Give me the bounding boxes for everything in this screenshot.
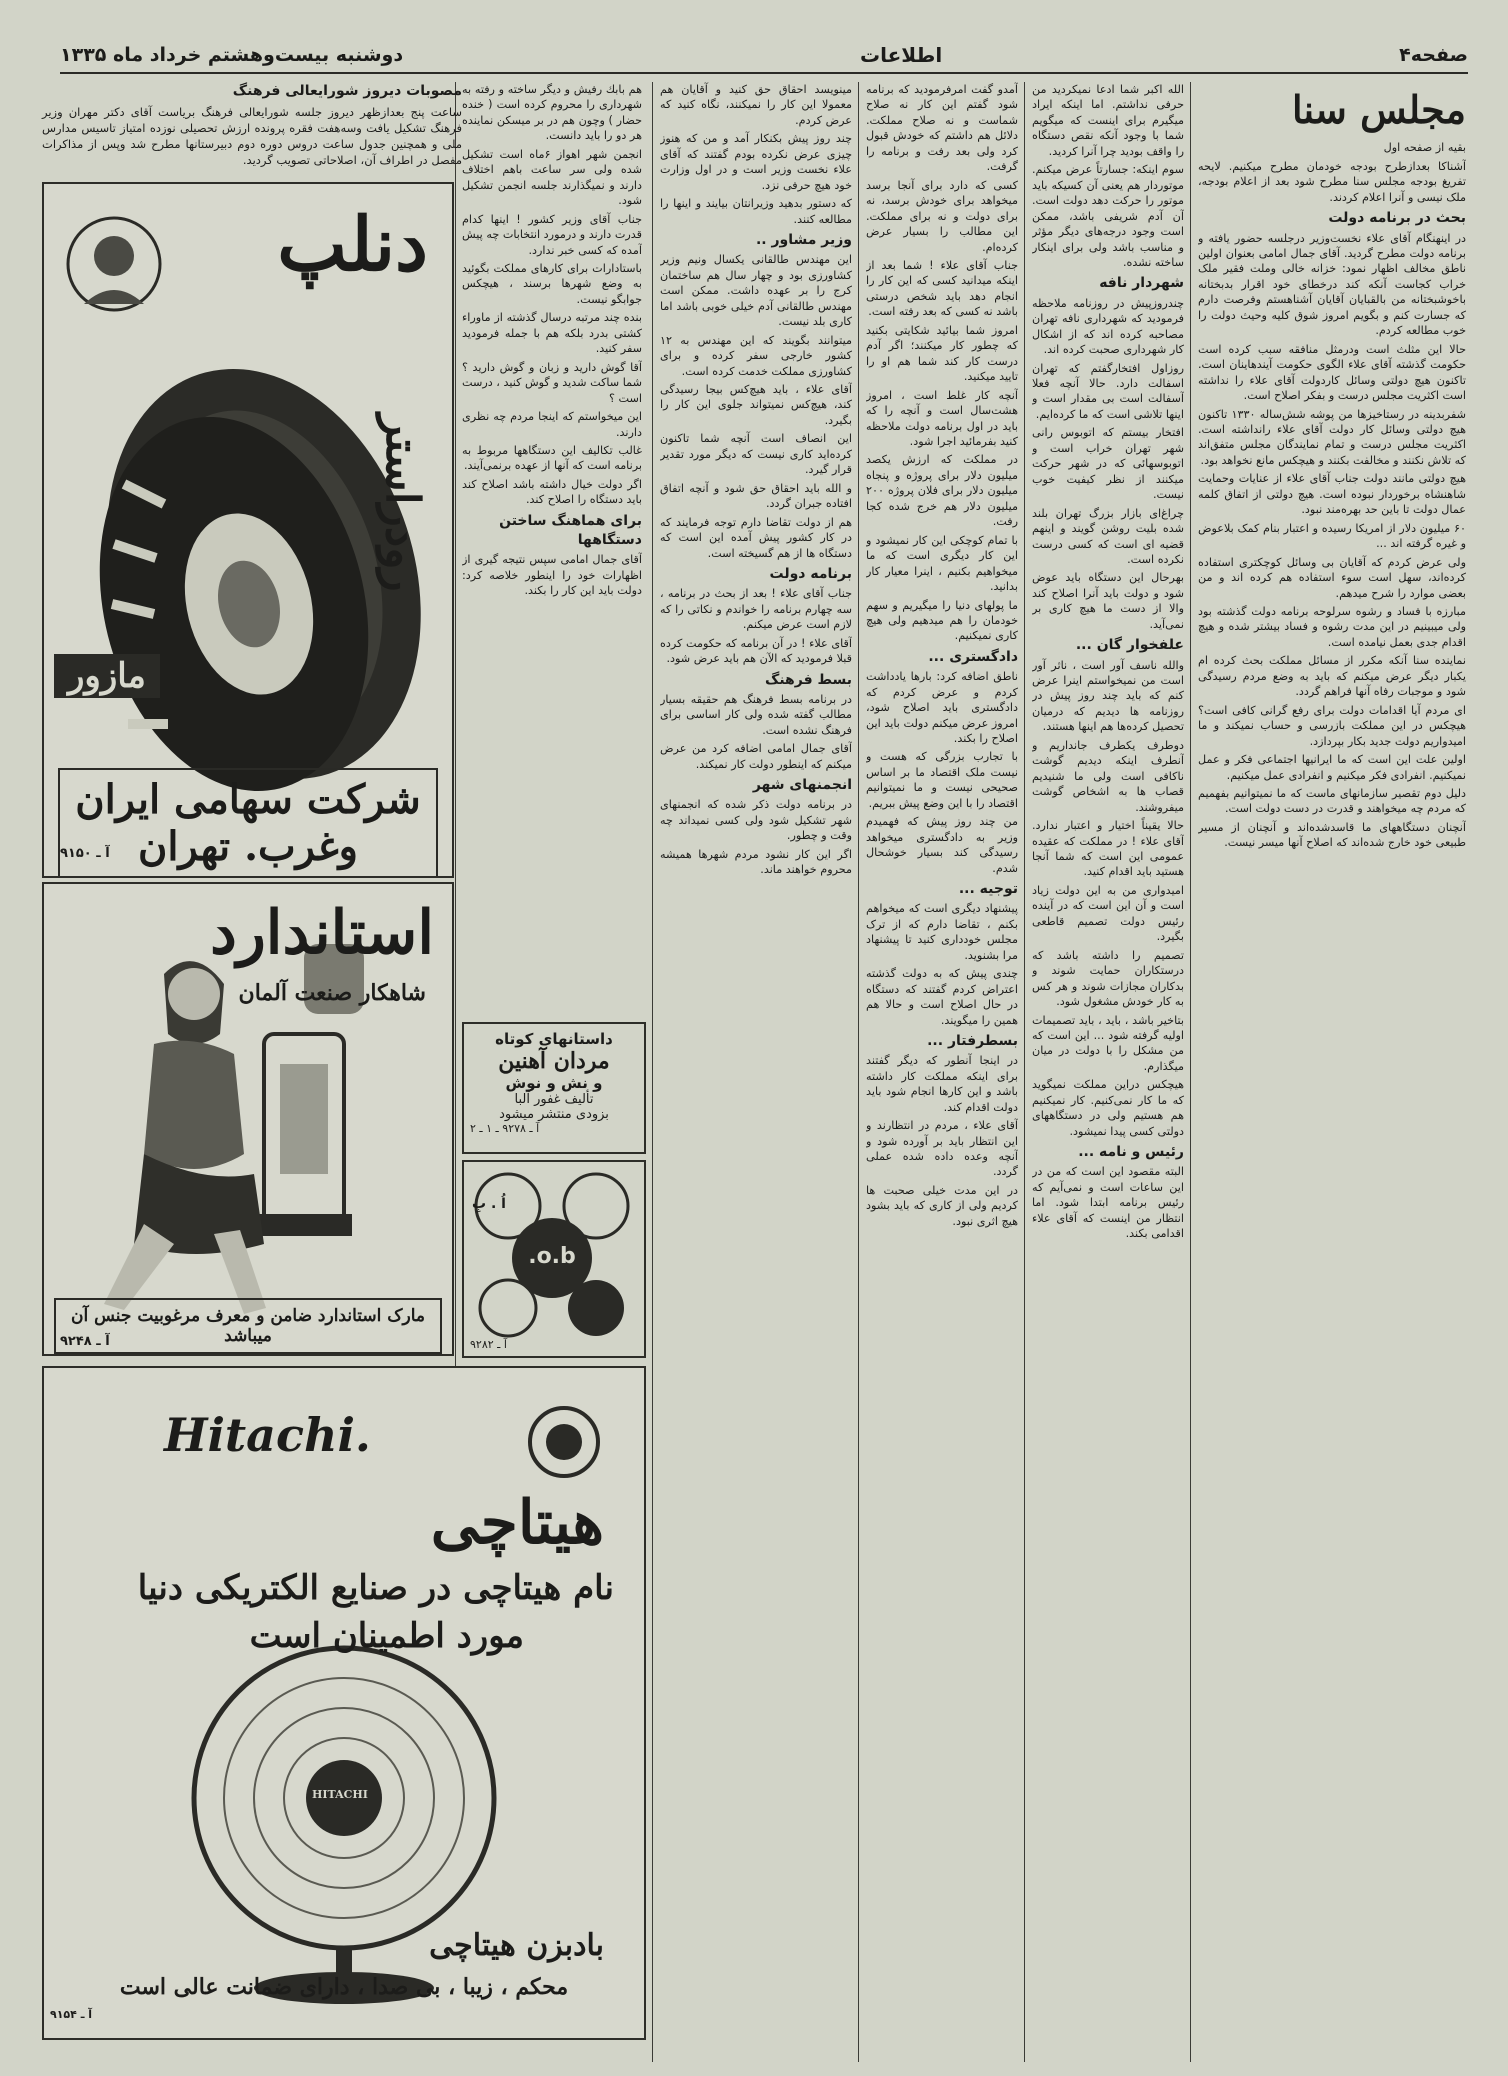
- dunlop-model-rodmaster: رودراستر: [376, 414, 430, 592]
- ad-code: آ ـ ۹۱۵۴: [50, 2008, 93, 2021]
- paragraph: چندروزپیش در روزنامه ملاحظه فرمودید که شهرداری نافه تهران مصاحبه کرده اند که از اشکال کار شهرداری صحبت کرده اند.: [1032, 296, 1184, 357]
- paragraph: جناب آقای وزیر کشور ! اینها کدام قدرت دارند و درمورد انتخابات چه پیش آمده که کسی خبر ندارد.: [462, 212, 642, 257]
- hitachi-bottom2: محکم ، زیبا ، بی صدا ، دارای ضمانت عالی است: [119, 1974, 569, 2000]
- paragraph: اگر این کار نشود مردم شهرها همیشه محروم خواهند ماند.: [660, 847, 852, 877]
- paragraph: دوطرف یکطرف جانداریم و آنطرف اینکه دیدیم گوشت ناکافی است ولی ما شنیدیم قصاب ها به اشخاص گوشت میفروشند.: [1032, 738, 1184, 814]
- dunlop-ad: [42, 182, 454, 878]
- paragraph: که دستور بدهید وزیرانتان بیایند و اینها را مطالعه کنند.: [660, 197, 852, 226]
- subheading: برنامه دولت: [769, 566, 852, 582]
- ad-code: آ ـ ۹۲۴۸: [60, 1334, 110, 1349]
- paragraph: با تجارب بزرگی که هست و نیست ملک اقتصاد ما بر اساس صحیحی نیست و ما نمیتوانیم اقتصاد را با این وضع پیش ببریم.: [866, 750, 1018, 810]
- paragraph: کسی که دارد برای آنجا برسد میخواهد برای خودش برسد، نه برای دولت و نه برای مملکت. این مطالب را بسیار عرض کرده‌ام.: [866, 178, 1018, 254]
- hitachi-ad: [42, 1366, 646, 2040]
- dunlop-model-major: مازور: [54, 654, 160, 698]
- paragraph: دلیل دوم تقصیر سازمانهای ماست که ما نمیتوانیم بفهمیم که مردم چه میخواهند و قدرت در دست دولت است.: [1198, 786, 1466, 816]
- column-4: [660, 82, 852, 2062]
- paragraph: آقای علاء ! در آن برنامه که حکومت کرده قبلا فرمودید که الآن هم باید عرض شود.: [660, 636, 852, 666]
- article-intro: بقیه از صفحه اول: [1383, 141, 1466, 155]
- paragraph: انجمن شهر اهواز ۶ماه است تشکیل شده ولی سر ساعت باهم اختلاف دارند و نمیگذارند جلسه انجمن تشکیل شود.: [462, 147, 642, 208]
- ad-code: آ ـ ۹۱۵۰: [60, 846, 110, 861]
- paragraph: در برنامه بسط فرهنگ هم حقیقه بسیار مطالب گفته شده ولی کار اساسی برای فرهنگ نشده است.: [660, 692, 852, 737]
- subheading: انجمنهای شهر: [752, 777, 852, 794]
- hitachi-line2: مورد اطمینان است: [249, 1616, 524, 1656]
- paragraph: افتخار بیستم که اتوبوس رانی شهر تهران خراب است و اتوبوسهائی که در شهر حرکت میکنند از نظر کیفیت خوب نیست.: [1032, 426, 1184, 502]
- ob-ad: [462, 1160, 646, 1358]
- ad-code: آ ـ ۹۲۷۸ ـ ۱ ـ ۲: [470, 1122, 540, 1135]
- dunlop-brand: دنلپ: [277, 202, 428, 288]
- paragraph: حالا یقیناً اختیار و اعتبار ندارد. آقای علاء ! در مملکت که عقیده عمومی این است که شما آنجا هستید باید اقدام کنید.: [1032, 819, 1184, 879]
- standard-slogan: مارک استاندارد ضامن و معرف مرغوبیت جنس آن میباشد: [54, 1298, 442, 1354]
- article-body: ساعت پنج بعدازظهر دیروز جلسه شورایعالی فرهنگ بریاست آقای دکتر مهران وزیر فرهنگ تشکیل یافت وسه‌هفت فقره پرونده ارزش تحصیلی نوزده امتیاز تاسیس مدارس ملی و همچنین جدول ساعت دروس دوره دوم دبیرستانها مطرح شد وپس از مذاکرات مفصل در اطراف آن، اصلاحاتی تصویب گردید.: [42, 104, 462, 167]
- column-3: [866, 82, 1018, 2062]
- subheading: علفخوار گان ...: [1075, 637, 1184, 654]
- paragraph: امیدواری من به این دولت زیاد است و آن این است که در آینده رئیس دولت تصمیم قاطعی بگیرد.: [1032, 883, 1184, 944]
- paragraph: میتوانند بگویند که این مهندس به ۱۲ کشور خارجی سفر کرده و برای کشاورزی مملکت خدمت کرده است.: [660, 333, 852, 378]
- story-subtitle: و نش و نوش: [505, 1074, 603, 1092]
- paragraph: در اینهنگام آقای علاء نخست‌وزیر درجلسه حضور یافته و برنامه دولت مطرح گردید. آقای جمال امامی بعنوان اولین ناطق مخالف اظهار نمود: خزانه خالی وملت فقیر ملک خراب کجاست آنکه کند درخطای خود اقرار بدبختانه باخوشبختانه من بالقبايان آقایان آشناهستم وفرصت دارم که جسارت کنم و بگویم امروز شوق کلیه وحیث دولت را خوب مطالعه کردم.: [1198, 231, 1466, 338]
- column-5: [462, 82, 642, 982]
- paragraph: هیچکس دراین مملکت نمیگوید که ما کار نمی‌کنیم. کار نمیکنیم هم هستیم ولی در دستگاههای دولتی کسی پیدا نمیشود.: [1032, 1078, 1184, 1138]
- paragraph: در برنامه دولت ذکر شده که انجمنهای شهر تشکیل شود ولی کسی نمیداند چه وقت و چطور.: [660, 798, 852, 843]
- column-divider: [858, 82, 859, 2062]
- paragraph: در این مدت خیلی صحبت ها کردیم ولی از کاری که باید بشود هیچ اثری نبود.: [866, 1183, 1018, 1228]
- paragraph: هم بابك رفيش و ديگر ساخته و رفته به شهرداری را محروم کرده است ( خنده حضار ) وچون هم در بر میسکن نماینده هر دو را باید دانست.: [462, 83, 642, 143]
- article-title-senate: مجلس سنا: [1291, 87, 1466, 132]
- paragraph: آقای علاء ، مردم در انتظارند و این انتظار باید بر آورده شود و آنچه وعده داده شده عملی گردد.: [866, 1119, 1018, 1179]
- paragraph: ۶۰ میلیون دلار از امریکا رسیده و اعتبار بنام کمک بلاعوض و غیره گرفته اند ...: [1198, 521, 1466, 551]
- column-divider: [1024, 82, 1025, 2062]
- paragraph: ناطق اضافه کرد: بارها یادداشت کردم و عرض کردم که دادگستری باید اصلاح شود، امروز عرض میکنم دولت باید این اصلاح را بکند.: [866, 670, 1018, 745]
- paragraph: در مملکت که ارزش یکصد میلیون دلار برای پروژه و پنجاه میلیون دلار برای فلان پروژه ۲۰۰ میلیون دلار هم خرج شده کجا رفت.: [866, 453, 1018, 529]
- newspaper-name: اطلاعات: [860, 43, 943, 67]
- paragraph: جناب آقای علاء ! شما بعد از اینکه میدانید کسی که این کار را انجام دهد باید شخص درستی باشد نه کسی که بعد رفته است.: [866, 258, 1018, 319]
- paragraph: در اینجا آنطور که دیگر گفتند برای اینکه مملکت کار داشته باشد و این کارها انجام شود باید دولت اقدام کند.: [866, 1054, 1018, 1114]
- paragraph: غالب تکالیف این دستگاهها مربوط به برنامه است که آنها از عهده برنمی‌آیند.: [462, 443, 642, 473]
- paragraph: باستادارات برای کارهای مملکت بگوئید به وضع شهرها برسند ، هیچکس جوابگو نیست.: [462, 261, 642, 306]
- paragraph: آنچنان دستگاههای ما قاسدشده‌اند و آنچنان از مسیر طبیعی خود خارج شده‌اند که اصلاح آنها میسر نیست.: [1198, 820, 1466, 850]
- paragraph: چراغ‌ای بازار بزرگ تهران بلند شده بلیت روشن گویند و اینهم قضیه ای است که کسی درست نکرده است.: [1032, 506, 1184, 566]
- paragraph: ای مردم آیا اقدامات دولت برای رفع گرانی کافی است؟ هیچکس در این مملکت بازرسی و حساب نمیکند و ما امیدواریم دولت جدید بکار بپردازد.: [1198, 703, 1466, 748]
- paragraph: جناب آقای علاء ! بعد از بحث در برنامه ، سه چهارم برنامه را خواندم و نکاتی را که لازم است عرض میکنم.: [660, 587, 852, 632]
- paragraph: این میخواستم که اینجا مردم چه نظری دارند.: [462, 410, 642, 439]
- subheading: بسطرفتار ...: [927, 1033, 1018, 1049]
- paragraph: پیشنهاد دیگری است که میخواهم بکنم ، تقاضا دارم که از ترک مجلس خودداری کنید تا پیشنهاد مرا بشنوید.: [866, 902, 1018, 962]
- paragraph: بهرحال این دستگاه باید عوض شود و دولت باید آنرا اصلاح کند والا از دست ما هیچ کاری بر نمی‌آید.: [1032, 571, 1184, 631]
- standard-ad: [42, 882, 454, 1356]
- paragraph: آنچه کار غلط است ، امروز هشت‌سال است و آنچه را که باید در اول برنامه دولت ملاحظه کنید بفرمائید اجرا شود.: [866, 388, 1018, 448]
- hitachi-line1: نام هیتاچی در صنایع الکتریکی دنیا: [137, 1568, 614, 1608]
- column-senate: [1198, 82, 1466, 2062]
- story-title: مردان آهنین: [498, 1048, 610, 1074]
- column-divider: [455, 82, 456, 1442]
- subheading: وزیر مشاور ..: [755, 232, 852, 249]
- paragraph: اگر دولت خیال داشته باشد اصلاح کند باید دستگاه را اصلاح کند.: [462, 477, 642, 507]
- subheading: دادگستری ...: [928, 648, 1018, 665]
- paragraph: والله ناسف آور است ، ناثر آور است من نمیخواستم اینرا عرض کنم که باید چند روز پیش در روزنامه ها دیدیم که درمیان تحصیل کرده‌ها هم اینها هستند.: [1032, 658, 1184, 734]
- paragraph: این انصاف است آنچه شما تاکنون کرده‌اید کاری نیست که دیگر مورد تقدیر قرار گیرد.: [660, 432, 852, 477]
- paragraph: سوم اینکه: جسارتاً عرض میکنم. موتوردار هم یعنی آن کسیکه باید موتور را حرکت دهد دولت است. آن آدم شریفی باشد، ممکن است وجود درجه‌های دیگر مؤثر و مناسب باشد ولی برای اینکار ساخته نشده.: [1032, 163, 1184, 269]
- column-divider: [652, 82, 653, 2062]
- paragraph: آقا گوش دارید و زبان و گوش دارید ؟ شما ساکت شدید و گوش کنید ، درست است ؟: [462, 360, 642, 405]
- ad-code: آ ـ ۹۲۸۲: [470, 1338, 507, 1351]
- subheading: برای هماهنگ ساختن دستگاهها: [499, 512, 642, 549]
- subheading: بسط فرهنگ: [764, 671, 852, 688]
- paragraph: تصمیم را داشته باشد که درستکاران حمایت شوند و بدکاران مجازات شوند و هر کس به کار خودش مشغول شود.: [1032, 948, 1184, 1009]
- paragraph: بنده چند مرتبه درسال گذشته از ماوراء کشتی بدرد بلکه هم با جمله فرمودید سفر کنید.: [462, 311, 642, 356]
- issue-date: دوشنبه بیست‌وهشتم خرداد ماه ۱۳۳۵: [60, 44, 404, 66]
- subheading: توجیه ...: [958, 881, 1018, 898]
- paragraph: ولی عرض کردم که آقایان بی وسائل کوچکتری استفاده کرده‌اند، سهل است سوء استفاده هم کرده اند و من بعضی موارد را شرح میدهم.: [1198, 555, 1466, 600]
- hitachi-brand: هیتاچی: [430, 1488, 604, 1558]
- column-divider: [1190, 82, 1191, 2062]
- story-release: بزودی منتشر میشود: [499, 1107, 609, 1122]
- subheading: شهردار نافه: [1099, 275, 1184, 292]
- culture-council-article: [42, 82, 462, 174]
- ob-logo-persian: اُ . بِ: [472, 1196, 506, 1212]
- paragraph: امروز شما بیائید شکایتی بکنید که چطور کار میکنند؛ اگر آدم درست کار کند شما هم او را تایید میکنید.: [866, 323, 1018, 384]
- column-2: [1032, 82, 1184, 2062]
- paragraph: این مهندس طالقانی یکسال ونیم وزیر کشاورزی بود و چهار سال هم ساختمان کرج را بر عهده داشت. ممکن است مهندس طالقانی آدم خیلی خوبی باشد اما کاری بلد نیست.: [660, 253, 852, 329]
- standard-tagline: شاهکار صنعت آلمان: [238, 980, 426, 1006]
- paragraph: آقای جمال امامی سپس نتیجه گیری از اظهارات خود را اینطور خلاصه کرد: دولت باید این کار را بکند.: [462, 553, 642, 598]
- ob-logo-latin: o.b.: [528, 1244, 576, 1269]
- short-story-ad: [462, 1022, 646, 1154]
- subheading: بحث در برنامه دولت: [1328, 210, 1466, 227]
- hitachi-brand-latin: Hitachi.: [164, 1408, 371, 1462]
- paragraph: الله اکبر شما ادعا نمیکردید من حرفی نداشتم. اما اینکه ایراد میگیرم برای اینست که میگویم شما با وجود آنکه نقص دستگاه را واقف بودید چرا آنرا کردید.: [1032, 83, 1184, 158]
- paragraph: نماینده سنا آنکه مکرر از مسائل مملکت بحث کرده ام یکبار دیگر عرض میکنم که باید به وضع مردم رسیدگی شود و موجبات رفاه آنها فراهم گردد.: [1198, 654, 1466, 699]
- article-title: مصوبات دیروز شورایعالی فرهنگ: [232, 83, 462, 99]
- paragraph: آمدو گفت امرفرمودید که برنامه شود گفتم این کار نه صلاح شماست و نه صلاح مملکت. دلائل هم داشتم که خودش قبول کرد ولی بعد رفت و برنامه را گرفت.: [866, 83, 1018, 174]
- paragraph: مینویسد احقاق حق کنید و آقایان هم معمولا این کار را نمیکنند، نگاه کنید که عرض کردم.: [660, 83, 852, 127]
- paragraph: البته مقصود این است که من در این ساعات است و نمی‌آیم که رئیس برنامه ابتدا شود. اما انتظار من اینست که آقای علاء اقدامی بکند.: [1032, 1165, 1184, 1241]
- page-header: [60, 38, 1468, 74]
- fan-brand-label: HITACHI: [312, 1788, 368, 1801]
- paragraph: آشناکا بعدازطرح بودجه خودمان مطرح میکنیم. لایحه تفریغ بودجه مجلس سنا مطرح شود بعد از اعلام بودجه، ملک نیسی و آنرا اعلام کردند.: [1198, 159, 1466, 204]
- paragraph: روزاول افتخارگفتم که تهران اسفالت دارد. حالا آنچه فعلا آسفالت است بی مقدار است و اینها تلاشی است که ما کرده‌ایم.: [1032, 361, 1184, 421]
- paragraph: هیچ دولتی مانند دولت جناب آقای علاء از عنایات وحمایت شاهنشاه برخوردار نبوده است. هیچ دولتی از اتفاق کلمه عمال دولت تا باین حد بهره‌مند نبود.: [1198, 472, 1466, 517]
- paragraph: حالا این مثلث است ودرمثل منافقه سبب کرده است حکومت گذشته آقای علاء الگوی حکومت آیندهاینان است. تاکنون هیچ دولتی وسائل کاردولت آقای علاء را نداشته است اکثریت مجلس درست و بفکر اصلاح است.: [1198, 342, 1466, 403]
- paragraph: آقای علاء ، باید هیچ‌کس بیجا رسیدگی کند، هیچ‌کس نمیتواند جلوی این کار را بگیرد.: [660, 383, 852, 427]
- paragraph: آقای جمال امامی اضافه کرد من عرض میکنم که اینطور دولت کار نمیکند.: [660, 742, 852, 771]
- story-author: تألیف غفور آلبا: [514, 1092, 594, 1107]
- paragraph: و الله باید احقاق حق شود و آنچه اتفاق افتاده جبران گردد.: [660, 481, 852, 511]
- paragraph: شفربدینه در رستاخیزها من پوشه شش‌ساله ۱۳۳۰ تاکنون هیچ دولتی وسائل کار دولت آقای علاء رانداشته است. اکثریت مجلس درست و تمام نمایندگان مجلس متفق‌اند که تلاش نکنند و مخالفت بکنند و هیچکس مانع نخواهد بود.: [1198, 407, 1466, 467]
- story-series: داستانهای کوتاه: [495, 1030, 613, 1048]
- paragraph: با تمام کوچکی این کار نمیشود و این کار دیگری است که ما میخواهیم بکنیم ، اینرا معیار کار بدانید.: [866, 533, 1018, 594]
- paragraph: ما پولهای دنیا را میگیریم و سهم خودمان را هم میدهیم ولی هیچ کاری نمیکنیم.: [866, 598, 1018, 643]
- paragraph: چندی پیش که به دولت گذشته اعتراض کردم گفتند که دستگاه در حال اصلاح است و حالا هم همین را میگویند.: [866, 967, 1018, 1027]
- page-number: صفحه۴: [1399, 44, 1468, 66]
- paragraph: هم از دولت تقاضا دارم توجه فرمایند که در کار کشور پیش آمده این است که دستگاه ها از هم گسیخته است.: [660, 515, 852, 560]
- paragraph: اولین علت این است که ما ایرانیها اجتماعی فکر و عمل نمیکنیم. انفرادی فکر میکنیم و انفرادی عمل میکنیم.: [1198, 753, 1466, 782]
- standard-brand: استاندارد: [210, 898, 434, 968]
- subheading: رئیس و نامه ...: [1078, 1144, 1184, 1161]
- hitachi-bottom1: بادبزن هیتاچی: [429, 1928, 604, 1963]
- paragraph: بتاخیر باشد ، باید ، باید تصمیمات اولیه گرفته شود ... این است که من مشکل را با دولت در میان میگذارم.: [1032, 1013, 1184, 1073]
- paragraph: مبارزه با فساد و رشوه سرلوحه برنامه دولت گذشته بود ولی میبینیم در این مدت رشوه و فساد بیشتر شده و هیچ اقدام جدی بعمل نیامده است.: [1198, 604, 1466, 649]
- dunlop-company: شرکت سهامی ایران وغرب. تهران: [58, 768, 438, 878]
- paragraph: من چند روز پیش که فهمیدم وزیر به دادگستری میخواهد رسیدگی کند بسیار خوشحال شدم.: [866, 815, 1018, 875]
- paragraph: چند روز پیش بکنکار آمد و من که هنوز چیزی عرض نکرده بودم گفتند که آقای علاء نخست وزیر است و در اول وزارت خود هیچ حرفی نزد.: [660, 132, 852, 192]
